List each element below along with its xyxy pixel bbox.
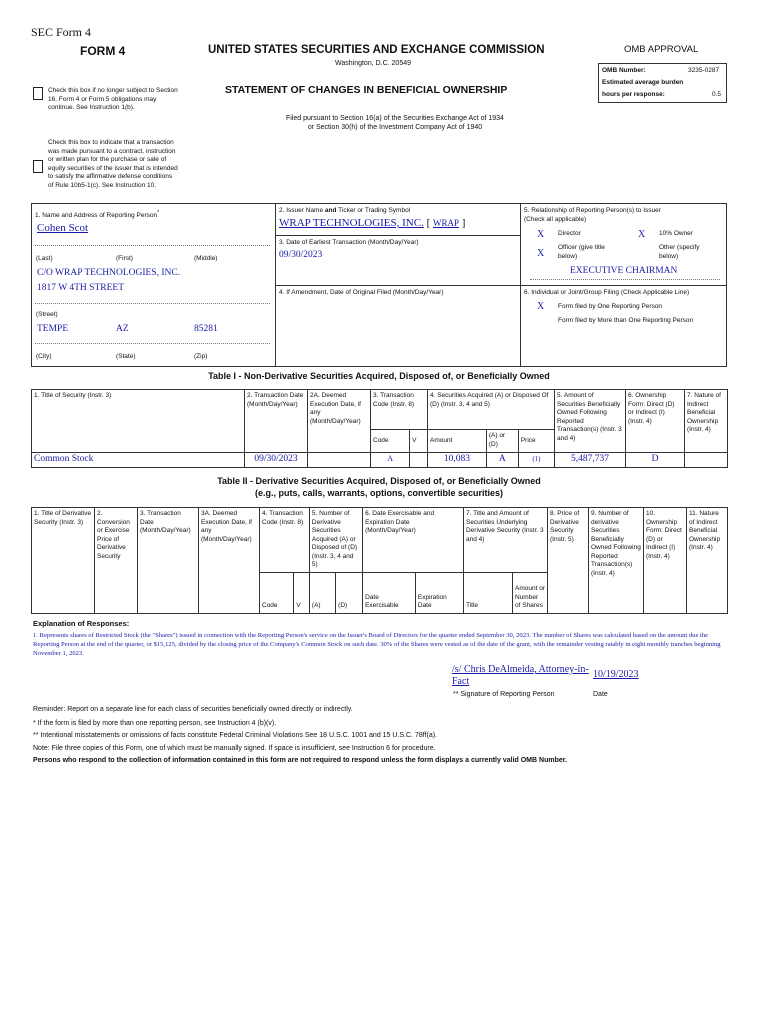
street-label: (Street)	[36, 311, 58, 318]
t1-row-v	[410, 453, 428, 468]
t2-h3a: 3A. Deemed Execution Date, if any (Month/Day/Year)	[199, 508, 260, 614]
t1-row-deemed	[308, 453, 371, 468]
t2-d: (D)	[336, 572, 363, 613]
t2-h4: 4. Transaction Code (Instr. 8)	[260, 508, 310, 573]
filed-pursuant-1: Filed pursuant to Section 16(a) of the Securities Exchange Act of 1934	[286, 115, 504, 122]
middle-label: (Middle)	[194, 255, 218, 262]
reminder-text: Reminder: Report on a separate line for each class of securities beneficially owned directly or indirectly.	[33, 706, 353, 713]
issuer-name-line: WRAP TECHNOLOGIES, INC. [ WRAP ]	[279, 217, 466, 229]
t2-h9: 9. Number of derivative Securities Beneficially Owned Following Reported Transaction(s) (Instr. 4)	[589, 508, 644, 614]
t1-code: Code	[371, 429, 410, 452]
city-value: TEMPE	[37, 324, 69, 334]
omb-hours-label: hours per response:	[602, 91, 665, 98]
amendment-label: 4. If Amendment, Date of Original Filed (Month/Day/Year)	[279, 289, 444, 296]
t1-h4: 4. Securities Acquired (A) or Disposed Of (D) (Instr. 3, 4 and 5)	[428, 390, 555, 430]
relationship-label: 5. Relationship of Reporting Person(s) to Issuer	[524, 207, 661, 214]
relationship-sub: (Check all applicable)	[524, 216, 587, 223]
zip-label: (Zip)	[194, 353, 208, 360]
filed-pursuant-2: or Section 30(h) of the Investment Company Act of 1940	[307, 124, 483, 131]
t1-aord: (A) or (D)	[486, 429, 518, 452]
t2-code: Code	[260, 572, 294, 613]
section16-checkbox-label: Check this box if no longer subject to Section 16. Form 4 or Form 5 obligations may continue. See Instruction 1(b).	[48, 87, 178, 111]
omb-number-label: OMB Number:	[602, 67, 646, 74]
t1-price: Price	[518, 429, 554, 452]
t2-a: (A)	[309, 572, 335, 613]
t1-h2a: 2A. Deemed Execution Date, if any (Month/Day/Year)	[308, 390, 371, 453]
zip-value: 85281	[194, 324, 218, 334]
t2-amount: Amount or Number of Shares	[513, 572, 548, 613]
other-label: Other (specify below)	[659, 244, 700, 260]
footnote-2: ** Intentional misstatements or omissions of facts constitute Federal Criminal Violations See 18 U.S.C. 1001 and 15 U.S.C. 78ff(a).	[33, 732, 437, 739]
city-label: (City)	[36, 353, 52, 360]
sec-form-label: SEC Form 4	[31, 25, 92, 39]
footnote-3: Note: File three copies of this Form, one of which must be manually signed. If space is insufficient, see Instruction 6 for procedure.	[33, 745, 436, 752]
signature-date: 10/19/2023	[593, 669, 639, 680]
t1-h3: 3. Transaction Code (Instr. 8)	[371, 390, 428, 430]
section16-checkbox[interactable]	[33, 87, 43, 100]
explanation-label: Explanation of Responses:	[33, 619, 130, 628]
filing-one-check[interactable]: X	[537, 301, 545, 312]
director-label: Director	[558, 230, 581, 237]
omb-burden-label: Estimated average burden	[602, 79, 684, 86]
table1-title: Table I - Non-Derivative Securities Acquired, Disposed of, or Beneficially Owned	[208, 371, 550, 381]
signature-label: ** Signature of Reporting Person	[453, 691, 555, 698]
earliest-transaction-date: 09/30/2023	[279, 250, 323, 260]
earliest-transaction-label: 3. Date of Earliest Transaction (Month/Day/Year)	[279, 239, 419, 246]
omb-number-value: 3235-0287	[688, 67, 720, 74]
t2-h10: 10. Ownership Form: Direct (D) or Indirect (I) (Instr. 4)	[644, 508, 687, 614]
footnote-1: * If the form is filed by more than one reporting person, see Instruction 4 (b)(v).	[33, 720, 277, 727]
omb-notice: Persons who respond to the collection of information contained in this form are not required to respond unless the form displays a currently valid OMB Number.	[33, 757, 568, 764]
filing-label: 6. Individual or Joint/Group Filing (Check Applicable Line)	[524, 289, 690, 296]
issuer-label: 2. Issuer Name and Ticker or Trading Symbol	[279, 207, 411, 214]
t1-amount: Amount	[428, 429, 487, 452]
t2-h2: 2. Conversion or Exercise Price of Derivative Security	[95, 508, 138, 614]
t2-h1: 1. Title of Derivative Security (Instr. 3)	[32, 508, 95, 614]
officer-check[interactable]: X	[537, 248, 545, 259]
t1-row-nature	[685, 453, 728, 468]
officer-label: Officer (give title below)	[558, 244, 605, 260]
table2-subtitle: (e.g., puts, calls, warrants, options, convertible securities)	[254, 488, 504, 498]
t1-row-form: D	[626, 453, 685, 468]
state-value: AZ	[116, 324, 129, 334]
t2-exp: Expiration Date	[415, 572, 463, 613]
explanation-text: 1. Represents shares of Restricted Stock (the "Shares") issued in connection with the Reporting Person's service on the Issuer's Board of Directors for the quarter ended September 30, 2023. The number of Shares was calculated based on the amount due the Reporting Person at the end of the quarter, or $15,125, divided by the closing price of the Company's Common Stock on such date. 30% of the Shares were vested as of the date of the grant, with the remainder vesting ratably in eight monthly tranches beginning November 1, 2023.	[33, 632, 721, 657]
t1-row-aord: A	[486, 453, 518, 468]
omb-hours-value: 0.5	[712, 91, 722, 98]
first-label: (First)	[116, 255, 133, 262]
date-label: Date	[593, 691, 608, 698]
t1-row-title: Common Stock	[32, 453, 245, 468]
t1-row-date: 09/30/2023	[245, 453, 308, 468]
t2-h8: 8. Price of Derivative Security (Instr. 5)	[548, 508, 589, 614]
filing-more-label: Form filed by More than One Reporting Person	[558, 317, 694, 324]
t2-h7: 7. Title and Amount of Securities Underlying Derivative Security (Instr. 3 and 4)	[463, 508, 547, 573]
t1-h7: 7. Nature of Indirect Beneficial Ownership (Instr. 4)	[685, 390, 728, 453]
last-label: (Last)	[36, 255, 53, 262]
t1-row-code: A	[371, 453, 410, 468]
t1-v: V	[410, 429, 428, 452]
t2-h5: 5. Number of Derivative Securities Acquired (A) or Disposed of (D) (Instr. 3, 4 and 5)	[309, 508, 362, 573]
commission-location: Washington, D.C. 20549	[335, 60, 412, 67]
t2-v: V	[294, 572, 310, 613]
t2-title: Title	[463, 572, 512, 613]
table-row	[32, 453, 728, 468]
rule-10b5-checkbox-label: Check this box to indicate that a transaction was made pursuant to a contract, instruction or written plan for the purchase or sale of equity securities of the issuer that is intended to satisfy the affirmative defense conditions of Rule 10b5-1(c). See Instruction 10.	[48, 139, 178, 189]
address-line-1: C/O WRAP TECHNOLOGIES, INC.	[37, 268, 181, 278]
address-line-2: 1817 W 4TH STREET	[37, 283, 124, 293]
statement-title: STATEMENT OF CHANGES IN BENEFICIAL OWNERSHIP	[225, 84, 508, 96]
t2-date-ex: Date Exercisable	[363, 572, 416, 613]
table1	[31, 389, 728, 468]
form-title: FORM 4	[80, 44, 126, 58]
reporting-person-label: 1. Name and Address of Reporting Person*	[35, 210, 160, 220]
t1-row-amount: 10,083	[428, 453, 487, 468]
director-check[interactable]: X	[537, 229, 545, 240]
t1-h6: 6. Ownership Form: Direct (D) or Indirect (I) (Instr. 4)	[626, 390, 685, 453]
t2-h6: 6. Date Exercisable and Expiration Date (Month/Day/Year)	[363, 508, 464, 573]
ten-percent-owner-label: 10% Owner	[659, 230, 693, 237]
signature-name: /s/ Chris DeAlmeida, Attorney-in- Fact	[452, 664, 589, 687]
issuer-name-link[interactable]: WRAP TECHNOLOGIES, INC.	[279, 217, 424, 229]
t1-h1: 1. Title of Security (Instr. 3)	[32, 390, 245, 453]
state-label: (State)	[116, 353, 136, 360]
t2-h3: 3. Transaction Date (Month/Day/Year)	[138, 508, 199, 614]
omb-approval-title: OMB APPROVAL	[624, 44, 699, 55]
table2-title: Table II - Derivative Securities Acquired, Disposed of, or Beneficially Owned	[217, 476, 541, 486]
t1-h5: 5. Amount of Securities Beneficially Owned Following Reported Transaction(s) (Instr. 3 and 4)	[555, 390, 626, 453]
table2	[31, 507, 728, 614]
commission-title: UNITED STATES SECURITIES AND EXCHANGE COMMISSION	[208, 44, 545, 56]
ten-percent-check[interactable]: X	[638, 229, 646, 240]
t1-h2: 2. Transaction Date (Month/Day/Year)	[245, 390, 308, 453]
t2-h11: 11. Nature of Indirect Beneficial Ownership (Instr. 4)	[687, 508, 728, 614]
reporting-person-name[interactable]: Cohen Scot	[37, 222, 89, 234]
rule-10b5-checkbox[interactable]	[33, 160, 43, 173]
t1-row-price[interactable]: (1)	[518, 453, 554, 468]
officer-title: EXECUTIVE CHAIRMAN	[570, 266, 678, 276]
issuer-ticker-link[interactable]: WRAP	[433, 218, 460, 228]
t1-row-owned: 5,487,737	[555, 453, 626, 468]
filing-one-label: Form filed by One Reporting Person	[558, 303, 663, 310]
